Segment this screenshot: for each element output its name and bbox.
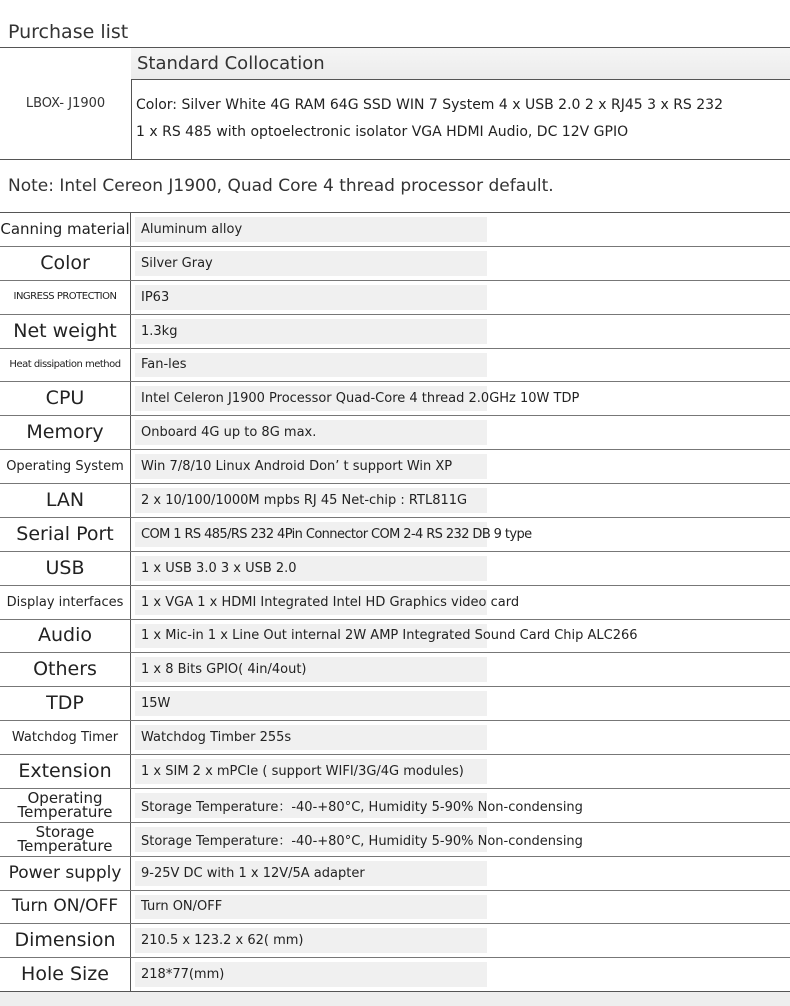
spec-label: TDP: [0, 687, 131, 720]
spec-row-power-supply: [0, 857, 790, 891]
spec-value: [131, 958, 790, 991]
spec-value-text: 218*77(mm): [141, 967, 225, 983]
spec-value: [131, 518, 790, 551]
spec-value-text: 9-25V DC with 1 x 12V/5A adapter: [141, 865, 365, 881]
spec-row-dimension: [0, 924, 790, 958]
bottom-band: [0, 992, 790, 1006]
spec-row-canning-material: [0, 213, 790, 247]
spec-value-text: 1 x Mic-in 1 x Line Out internal 2W AMP Integrated Sound Card Chip ALC266: [141, 628, 638, 644]
spec-row-memory: [0, 416, 790, 450]
spec-label: Heat dissipation method: [0, 349, 131, 382]
standard-line-2: 1 x RS 485 with optoelectronic isolator VGA HDMI Audio, DC 12V GPIO: [136, 124, 629, 140]
spec-label-line: Temperature: [17, 803, 113, 822]
spec-value: [131, 382, 790, 415]
spec-label: Net weight: [0, 315, 131, 348]
spec-row-operating-temperature: [0, 789, 790, 823]
spec-value-text: 1 x USB 3.0 3 x USB 2.0: [141, 560, 297, 576]
spec-label-line: Operating: [27, 789, 103, 808]
spec-value-text: 15W: [141, 696, 171, 712]
spec-label: Serial Port: [0, 518, 131, 551]
spec-value: [131, 247, 790, 280]
standard-collocation-header: Standard Collocation: [131, 48, 790, 80]
spec-value-text: Storage Temperature：-40-+80°C, Humidity 5-90% Non-condensing: [141, 833, 583, 849]
spec-row-others: [0, 653, 790, 687]
spec-value: [131, 416, 790, 449]
processor-note: Note: Intel Cereon J1900, Quad Core 4 thread processor default.: [8, 176, 554, 196]
spec-row-turn-on-off: [0, 891, 790, 925]
spec-row-hole-size: [0, 958, 790, 991]
spec-row-ingress-protection: [0, 281, 790, 315]
spec-label: [0, 789, 131, 822]
spec-label: Color: [0, 247, 131, 280]
spec-value: [131, 823, 790, 856]
spec-label: [0, 823, 131, 856]
spec-label: Hole Size: [0, 958, 131, 991]
purchase-list-box: [0, 47, 790, 160]
spec-value: [131, 281, 790, 314]
spec-label: Audio: [0, 620, 131, 653]
spec-label: USB: [0, 552, 131, 585]
spec-value: [131, 450, 790, 483]
spec-value: [131, 213, 790, 246]
spec-row-audio: [0, 620, 790, 654]
spec-row-tdp: [0, 687, 790, 721]
spec-value-text: 2 x 10/100/1000M mpbs RJ 45 Net-chip : RTL811G: [141, 492, 468, 508]
spec-value: [131, 620, 790, 653]
standard-collocation-body: [136, 92, 786, 146]
spec-value: [131, 755, 790, 788]
spec-value: [131, 924, 790, 957]
spec-value-text: 210.5 x 123.2 x 62( mm): [141, 933, 304, 949]
spec-value-text: COM 1 RS 485/RS 232 4Pin Connector COM 2-4 RS 232 DB 9 type: [141, 526, 532, 542]
spec-row-lan: [0, 484, 790, 518]
spec-value: [131, 891, 790, 924]
spec-value-text: Watchdog Timber 255s: [141, 730, 292, 746]
spec-value: [131, 789, 790, 822]
spec-row-watchdog-timer: [0, 721, 790, 755]
spec-label: Dimension: [0, 924, 131, 957]
spec-value-text: IP63: [141, 289, 170, 305]
spec-value-text: 1 x 8 Bits GPIO( 4in/4out): [141, 662, 307, 678]
spec-label: Display interfaces: [0, 586, 131, 619]
spec-label: Others: [0, 653, 131, 686]
spec-value-text: Intel Celeron J1900 Processor Quad-Core 4 thread 2.0GHz 10W TDP: [141, 391, 580, 407]
model-name: LBOX- J1900: [0, 48, 132, 159]
spec-value-text: Fan-les: [141, 357, 187, 373]
spec-row-extension: [0, 755, 790, 789]
spec-label: Turn ON/OFF: [0, 891, 131, 924]
spec-value-text: Storage Temperature：-40-+80°C, Humidity 5-90% Non-condensing: [141, 799, 583, 815]
spec-value-text: Turn ON/OFF: [141, 899, 223, 915]
purchase-list-title: Purchase list: [8, 21, 129, 43]
spec-label: INGRESS PROTECTION: [0, 281, 131, 314]
spec-table: [0, 212, 790, 992]
spec-value: [131, 552, 790, 585]
standard-line-1: Color: Silver White 4G RAM 64G SSD WIN 7 System 4 x USB 2.0 2 x RJ45 3 x RS 232: [136, 97, 723, 113]
spec-value-text: 1 x VGA 1 x HDMI Integrated Intel HD Graphics video card: [141, 594, 520, 610]
spec-label: CPU: [0, 382, 131, 415]
spec-value: [131, 349, 790, 382]
spec-label: Operating System: [0, 450, 131, 483]
spec-row-storage-temperature: [0, 823, 790, 857]
spec-label-line: Storage: [35, 823, 95, 842]
spec-row-heat-dissipation: [0, 349, 790, 383]
spec-row-operating-system: [0, 450, 790, 484]
spec-value-text: Onboard 4G up to 8G max.: [141, 425, 317, 441]
spec-row-display-interfaces: [0, 586, 790, 620]
spec-label-line: Temperature: [17, 837, 113, 856]
spec-value-text: Win 7/8/10 Linux Android Don’ t support Win XP: [141, 459, 453, 475]
spec-value: [131, 484, 790, 517]
spec-value: [131, 586, 790, 619]
spec-row-usb: [0, 552, 790, 586]
spec-label: LAN: [0, 484, 131, 517]
spec-row-color: [0, 247, 790, 281]
spec-value: [131, 653, 790, 686]
spec-row-cpu: [0, 382, 790, 416]
spec-value-text: Silver Gray: [141, 255, 213, 271]
spec-value-text: 1.3kg: [141, 323, 178, 339]
spec-value: [131, 315, 790, 348]
spec-row-serial-port: [0, 518, 790, 552]
spec-label: Memory: [0, 416, 131, 449]
spec-value: [131, 687, 790, 720]
spec-label: Canning material: [0, 213, 131, 246]
spec-value-text: 1 x SIM 2 x mPCIe ( support WIFI/3G/4G modules): [141, 763, 464, 779]
spec-label: Watchdog Timer: [0, 721, 131, 754]
spec-row-net-weight: [0, 315, 790, 349]
spec-value-text: Aluminum alloy: [141, 221, 243, 237]
spec-value: [131, 857, 790, 890]
spec-label: Extension: [0, 755, 131, 788]
spec-label: Power supply: [0, 857, 131, 890]
spec-value: [131, 721, 790, 754]
